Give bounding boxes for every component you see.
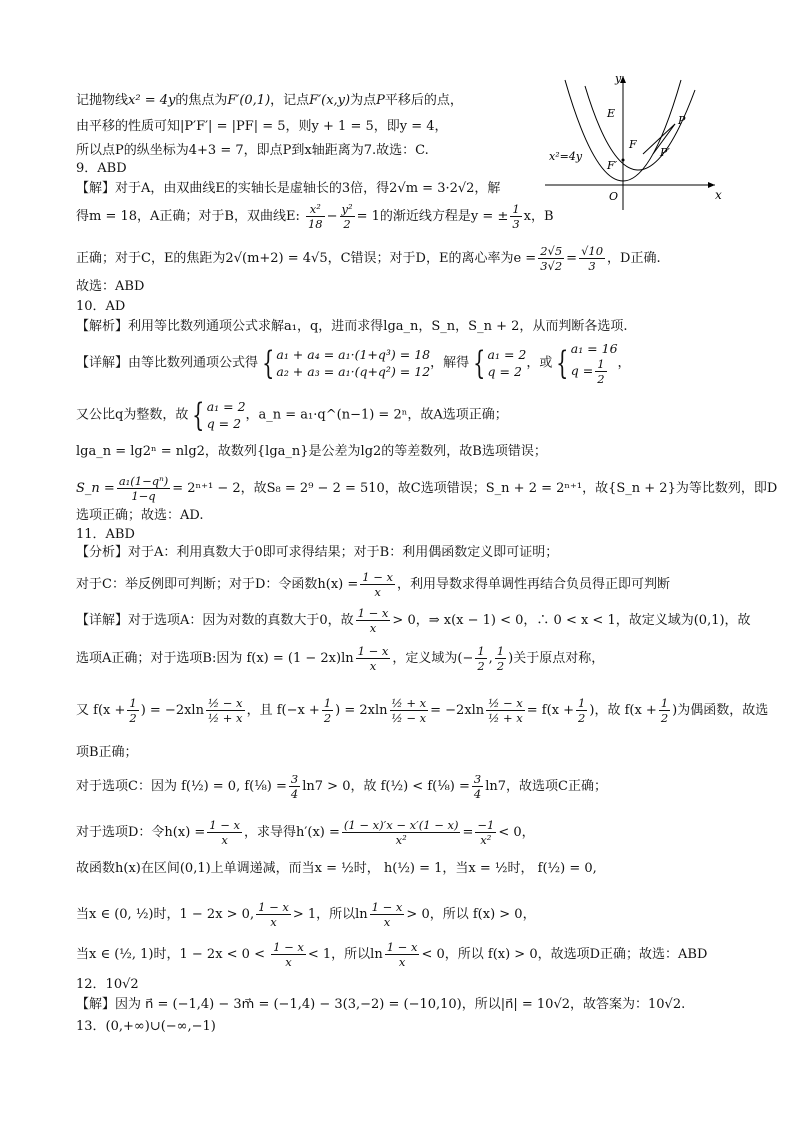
denominator: 2 — [343, 217, 351, 231]
denominator: 2 — [129, 711, 137, 725]
denominator: 18 — [307, 217, 323, 231]
point-p-prime-label: P′ — [660, 146, 670, 159]
x-axis-label: x — [715, 188, 722, 202]
numerator: a₁(1−qⁿ) — [118, 474, 169, 488]
text: )为偶函数，故选 — [672, 703, 769, 718]
text-line — [76, 92, 463, 110]
text: ，记点 — [270, 93, 310, 108]
fraction — [340, 202, 355, 231]
text: < 0， — [498, 825, 535, 840]
fraction — [385, 940, 420, 969]
numerator: 2√5 — [540, 244, 563, 258]
text-line: 【解】因为 n⃗ = (−1,4) − 3m⃗ = (−1,4) − 3(3,−2) = (−10,10)，所以|n⃗| = 10√2，故答案为：10√2. — [76, 997, 686, 1012]
text-line: 所以点P的纵坐标为4+3 = 7，即点P到x轴距离为7.故选：C. — [76, 143, 429, 158]
text: 正确；对于C，E的焦距为2√(m+2) = 4√5，C错误；对于D，E的离心率为e = — [76, 251, 537, 266]
text: 为点 — [350, 93, 377, 108]
text: ，定义域为 — [392, 651, 458, 666]
numerator: 1 — [496, 644, 505, 658]
fraction — [370, 900, 405, 929]
math: P — [376, 93, 385, 108]
equation: a₂ + a₃ = a₁·(q+q²) = 12 — [276, 364, 431, 379]
fraction — [360, 570, 395, 599]
brace: { — [262, 344, 275, 382]
fraction — [659, 696, 670, 725]
equation-system — [571, 340, 618, 386]
text: = −2xln — [430, 703, 485, 718]
text: 选项A正确；对于选项B:因为 f(x) = (1 − 2x)ln — [76, 651, 354, 666]
text: ，求导得h′(x) = — [244, 825, 340, 840]
text: ，且 f(−x + — [246, 703, 320, 718]
equation: a₁ = 2 — [206, 399, 246, 414]
text-line: 故选：ABD — [76, 279, 145, 294]
equation: q = — [570, 363, 594, 378]
text-line: 【解析】利用等比数列通项公式求解a₁，q，进而求得lga_n，S_n，S_n + 2，从而判断各选项. — [76, 319, 628, 334]
numerator: 1 — [477, 644, 485, 658]
text: < 0，所以 f(x) > 0，故选项D正确；故选：ABD — [421, 947, 708, 962]
fraction — [256, 900, 291, 929]
question-number: 10．AD — [76, 299, 126, 314]
text: ) = 2xln — [335, 703, 388, 718]
text: 对于C：举反例即可判断；对于D：令函数h(x) = — [76, 577, 359, 592]
text: 关于原点对称， — [513, 651, 605, 666]
brace: { — [556, 344, 569, 382]
denominator: x — [270, 915, 277, 929]
numerator: 1 − x — [371, 900, 403, 914]
text-line: 选项正确；故选：AD. — [76, 508, 204, 523]
denominator: 2 — [477, 659, 485, 673]
text-line — [76, 900, 536, 929]
point-f-label: F — [629, 138, 637, 151]
math: F′(x,y) — [309, 93, 351, 108]
point-f-prime-label: F′ — [607, 159, 618, 172]
text: 对于选项C：因为 f(½) = 0, f(⅛) = — [76, 779, 287, 794]
denominator: ½ − x — [391, 711, 427, 725]
question-number: 12．10√2 — [76, 977, 139, 992]
text: 【详解】由等比数列通项公式得 — [76, 355, 259, 371]
numerator: 1 − x — [209, 818, 241, 832]
point-p-label: P — [678, 114, 686, 127]
text: 当x ∈ (½, 1)时，1 − 2x < 0 < — [76, 947, 270, 962]
numerator: 1 — [597, 357, 605, 371]
text: ，解得 — [430, 355, 470, 371]
denominator: 4 — [290, 787, 299, 801]
denominator: x — [369, 659, 377, 673]
text: ，利用导数求得单调性再结合负员得正即可判断 — [397, 577, 671, 592]
fraction — [127, 696, 138, 725]
brace: { — [473, 344, 486, 382]
fraction — [390, 696, 429, 725]
equation: q = 2 — [487, 364, 522, 379]
translated-curve — [585, 86, 695, 170]
text: ) = −2xln — [140, 703, 204, 718]
text-line — [76, 340, 631, 386]
numerator: 3 — [290, 772, 299, 786]
text: − — [326, 209, 338, 224]
question-number: 13．(0,+∞)∪(−∞,−1) — [76, 1019, 216, 1034]
text: 又 f(x + — [76, 703, 126, 718]
text-line: 由平移的性质可知|P′F′| = |PF| = 5，则y + 1 = 5，即y = 4， — [76, 119, 448, 134]
numerator: ½ − x — [207, 696, 243, 710]
fraction — [117, 474, 170, 503]
denominator: x — [369, 621, 377, 635]
equation: a₁ = 16 — [570, 341, 618, 356]
equation: a₁ = 2 — [487, 347, 527, 362]
text-line — [76, 606, 751, 635]
numerator: 1 − x — [357, 606, 389, 620]
fraction — [289, 772, 300, 801]
text: 得m = 18，A正确；对于B，双曲线E: — [76, 209, 300, 224]
fraction — [510, 202, 521, 231]
text: 又公比q为整数，故 — [76, 407, 189, 423]
text: )，故 f(x + — [589, 703, 657, 718]
text: ，a_n = a₁·q^(n−1) = 2ⁿ，故A选项正确； — [245, 407, 508, 423]
text: = — [462, 825, 474, 840]
fraction — [472, 772, 483, 801]
denominator: 3 — [588, 259, 596, 273]
text-line — [76, 818, 535, 847]
denominator: 2 — [496, 659, 505, 673]
text-line: 选项A正确；对于选项B:因为 f(x) = (1 − 2x)ln $\frac{1 - x}{x}$ ，定义域为(− $\frac{1}{2}$ , $\frac{1}{2}$ )关于原点对称， — [76, 644, 605, 673]
text: 记抛物线 — [76, 93, 129, 108]
numerator: (1 − x)′x − x′(1 − x) — [343, 818, 459, 832]
numerator: 1 — [129, 696, 137, 710]
text-line: 【分析】对于A：利用真数大于0即可求得结果；对于B：利用偶函数定义即可证明； — [76, 545, 559, 560]
fraction — [342, 818, 461, 847]
text-line: 故函数h(x)在区间(0,1)上单调递减，而当x = ½时， h(½) = 1，当x = ½时， f(½) = 0, — [76, 861, 597, 876]
numerator: −1 — [477, 818, 495, 832]
equation-system — [276, 346, 430, 380]
denominator: 2 — [660, 711, 669, 725]
denominator: x² — [480, 833, 492, 847]
text: > 0，⇒ x(x − 1) < 0，∴ 0 < x < 1，故定义域为(0,1)，故 — [392, 613, 751, 628]
numerator: y² — [341, 202, 353, 216]
text-line — [76, 202, 554, 231]
question-number: 11．ABD — [76, 527, 135, 542]
fraction — [322, 696, 333, 725]
denominator: x — [383, 915, 391, 929]
text-line — [76, 772, 607, 801]
math: x² = 4y — [128, 93, 176, 108]
y-axis-label: y — [615, 72, 622, 85]
text: 【详解】对于选项A：因为对数的真数大于0，故 — [76, 613, 354, 628]
denominator: 4 — [473, 787, 482, 801]
fraction — [206, 696, 245, 725]
math: S_n = — [76, 481, 115, 496]
text: > 0，所以 f(x) > 0， — [406, 907, 536, 922]
fraction — [579, 244, 605, 273]
text-line — [76, 474, 777, 503]
text: ，D正确. — [607, 251, 661, 266]
numerator: 1 − x — [362, 570, 393, 584]
equation: a₁ + a₄ = a₁·(1+q³) = 18 — [276, 347, 431, 362]
numerator: 1 — [512, 202, 520, 216]
text: ln7，故选项C正确； — [485, 779, 607, 794]
text: x，B — [523, 209, 554, 224]
fraction — [356, 644, 391, 673]
curve-e-label: E — [607, 107, 616, 120]
numerator: 1 − x — [386, 940, 418, 954]
text: = 1的渐近线方程是y = ± — [356, 209, 509, 224]
equation: q = 2 — [206, 416, 242, 431]
text: ， — [617, 355, 631, 371]
numerator: ½ + x — [391, 696, 427, 710]
text: 对于选项D：令h(x) = — [76, 825, 206, 840]
text-line — [76, 570, 670, 599]
text-line: 【解】对于A，由双曲线E的实轴长是虚轴长的3倍，得2√m = 3·2√2，解 — [76, 181, 501, 196]
numerator: x² — [306, 202, 325, 217]
focus-point — [622, 159, 625, 162]
denominator: x² — [395, 833, 407, 847]
fraction — [486, 696, 525, 725]
numerator: 1 − x — [258, 900, 289, 914]
denominator: x — [398, 955, 406, 969]
text: = — [566, 251, 578, 266]
equation-system — [207, 398, 246, 432]
text-line — [76, 398, 508, 432]
denominator: x — [285, 955, 292, 969]
question-number: 9．ABD — [76, 161, 127, 176]
text: 的焦点为 — [175, 93, 228, 108]
text-line — [76, 696, 768, 725]
denominator: 2 — [597, 372, 605, 386]
segment-fp — [643, 124, 675, 154]
fraction — [475, 818, 496, 847]
denominator: ½ + x — [207, 711, 243, 725]
text: > 1，所以ln — [292, 907, 368, 922]
numerator: 1 − x — [357, 644, 389, 658]
numerator: 1 — [578, 696, 586, 710]
numerator: 1 — [660, 696, 669, 710]
text: 平移后的点， — [384, 93, 463, 108]
denominator: 2 — [323, 711, 332, 725]
brace: { — [192, 396, 205, 434]
numerator: ½ − x — [488, 696, 523, 710]
denominator: ½ + x — [488, 711, 523, 725]
denominator: 2 — [578, 711, 586, 725]
fraction — [475, 644, 486, 673]
parabola-equation-label: x²=4y — [549, 150, 583, 163]
text: 当x ∈ (0, ½)时，1 − 2x > 0, — [76, 907, 255, 922]
numerator: √10 — [581, 244, 604, 258]
x-axis-arrow — [708, 182, 715, 188]
text: ，或 — [526, 355, 553, 371]
math: F′(0,1) — [227, 93, 271, 108]
numerator: 1 − x — [273, 940, 304, 954]
fraction — [271, 940, 306, 969]
equation-system — [488, 346, 527, 380]
fraction — [595, 357, 606, 386]
fraction — [207, 818, 242, 847]
denominator: x — [374, 585, 381, 599]
denominator: 3√2 — [540, 259, 563, 273]
text-line: 项B正确； — [76, 745, 138, 760]
text-line — [76, 940, 707, 969]
parabola-figure — [545, 72, 725, 212]
text: ln7 > 0，故 f(½) < f(⅛) = — [302, 779, 470, 794]
text: = f(x + — [526, 703, 575, 718]
denominator: 3 — [512, 217, 520, 231]
fraction — [306, 202, 325, 231]
denominator: x — [221, 833, 228, 847]
denominator: 1−q — [131, 489, 156, 503]
origin-label: O — [609, 190, 619, 203]
text: = 2ⁿ⁺¹ − 2，故S₈ = 2⁹ − 2 = 510，故C选项错误；S_n + 2 = 2ⁿ⁺¹，故{S_n + 2}为等比数列，即D — [172, 481, 778, 496]
fraction — [576, 696, 587, 725]
fraction — [495, 644, 506, 673]
numerator: 1 — [323, 696, 332, 710]
fraction — [538, 244, 564, 273]
numerator: 3 — [473, 772, 482, 786]
fraction — [356, 606, 391, 635]
text: < 1，所以ln — [307, 947, 383, 962]
text-line: lga_n = lg2ⁿ = nlg2，故数列{lga_n}是公差为lg2的等差数列，故B选项错误； — [76, 444, 547, 459]
text-line — [76, 244, 661, 273]
